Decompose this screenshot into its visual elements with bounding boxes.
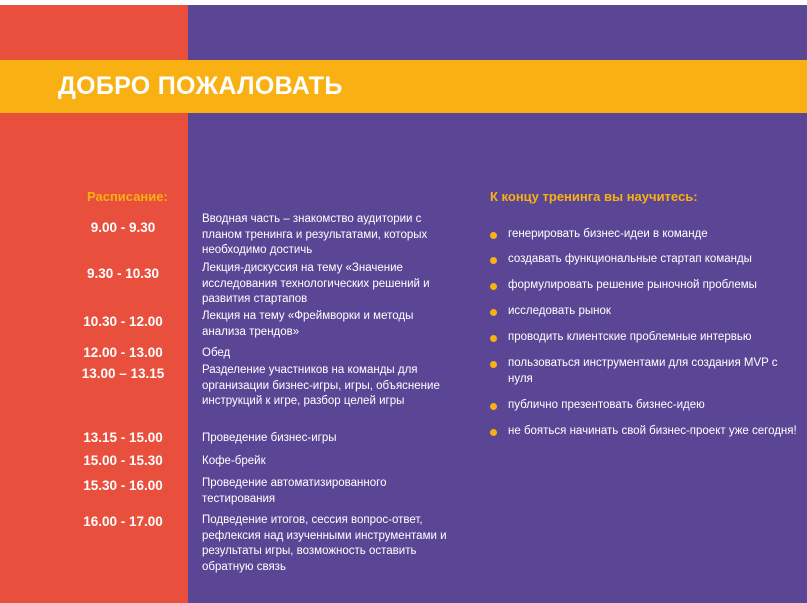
outcome-text: пользоваться инструментами для создания MVP с нуля — [508, 357, 778, 385]
schedule-time: 10.30 - 12.00 — [83, 314, 163, 329]
schedule-description: Лекция-дискуссия на тему «Значение исследования технологических решений и развития стартапов — [202, 262, 430, 305]
schedule-description: Проведение бизнес-игры — [202, 432, 337, 444]
schedule-description: Лекция на тему «Фреймворки и методы анализа трендов» — [202, 310, 414, 338]
outcomes-heading: К концу тренинга вы научитесь: — [490, 189, 698, 204]
schedule-time: 15.00 - 15.30 — [83, 453, 163, 468]
schedule-time: 15.30 - 16.00 — [83, 478, 163, 493]
outcome-text: исследовать рынок — [508, 305, 611, 317]
page-title: ДОБРО ПОЖАЛОВАТЬ — [58, 72, 343, 100]
outcome-text: проводить клиентские проблемные интервью — [508, 331, 752, 343]
outcome-text: публично презентовать бизнес-идею — [508, 399, 705, 411]
schedule-description: Подведение итогов, сессия вопрос-ответ, рефлексия над изученными инструментами и результаты игры, возможность оставить обратную связь — [202, 514, 447, 573]
schedule-time: 13.15 - 15.00 — [83, 430, 163, 445]
schedule-time: 12.00 - 13.00 — [83, 345, 163, 360]
schedule-description: Обед — [202, 347, 231, 359]
bullet-dot-icon — [490, 257, 497, 264]
bullet-dot-icon — [490, 232, 497, 239]
bullet-dot-icon — [490, 429, 497, 436]
schedule-description: Вводная часть – знакомство аудитории с планом тренинга и результатами, которых необходимо достичь — [202, 213, 428, 256]
bullet-dot-icon — [490, 283, 497, 290]
outcome-text: не бояться начинать свой бизнес-проект уже сегодня! — [508, 425, 797, 437]
schedule-time: 9.00 - 9.30 — [90, 220, 156, 235]
outcome-text: создавать функциональные стартап команды — [508, 253, 752, 265]
outcome-text: формулировать решение рыночной проблемы — [508, 279, 757, 291]
schedule-description: Проведение автоматизированного тестирования — [202, 477, 387, 505]
schedule-time: 16.00 - 17.00 — [83, 514, 163, 529]
schedule-time: 9.30 - 10.30 — [86, 266, 160, 281]
outcome-text: генерировать бизнес-идеи в команде — [508, 228, 708, 240]
bullet-dot-icon — [490, 335, 497, 342]
schedule-time: 13.00 – 13.15 — [81, 366, 165, 381]
schedule-description: Разделение участников на команды для организации бизнес-игры, игры, объяснение инструкций к игре, разбор целей игры — [202, 364, 440, 407]
bullet-dot-icon — [490, 309, 497, 316]
schedule-heading: Расписание: — [87, 189, 168, 204]
schedule-description: Кофе-брейк — [202, 455, 266, 467]
bullet-dot-icon — [490, 361, 497, 368]
bullet-dot-icon — [490, 403, 497, 410]
